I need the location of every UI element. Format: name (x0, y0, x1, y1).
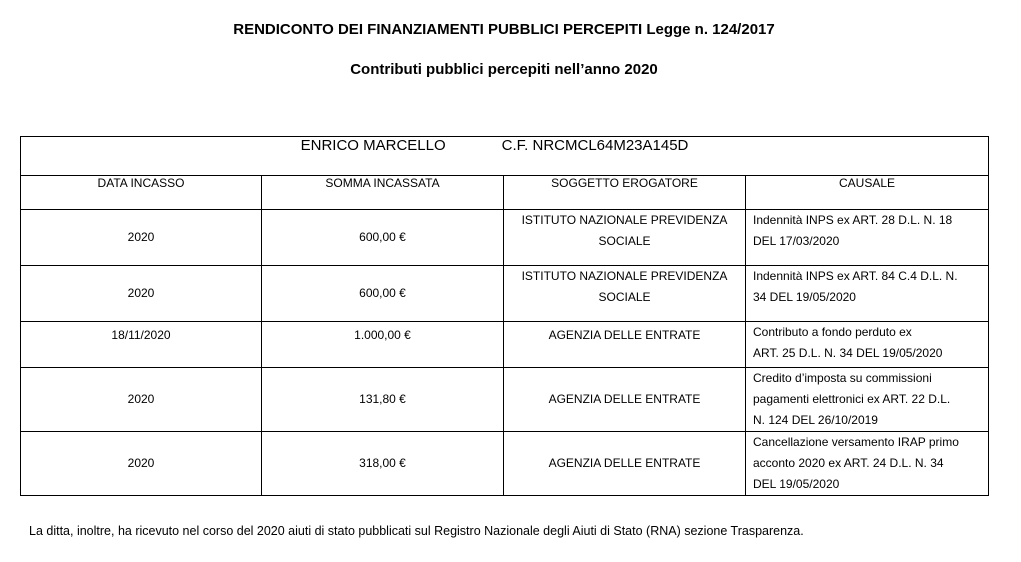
cell-subject (504, 266, 746, 322)
table-row (21, 210, 989, 266)
cell-subject (504, 322, 746, 368)
column-header-row (21, 176, 989, 210)
funding-table (20, 136, 989, 496)
amount-value: 600,00 € (359, 230, 406, 244)
cell-amount (262, 432, 504, 496)
owner-row (21, 137, 989, 176)
cause-line: DEL 17/03/2020 (753, 234, 840, 248)
cell-date: 2020 (21, 210, 262, 266)
cell-cause (746, 266, 989, 322)
cause-line: Cancellazione versamento IRAP primo (753, 435, 959, 449)
cell-amount (262, 266, 504, 322)
cause-line: Credito d’imposta su commissioni (753, 371, 932, 385)
subject-line: ISTITUTO NAZIONALE PREVIDENZA (521, 213, 728, 227)
document-title: RENDICONTO DEI FINANZIAMENTI PUBBLICI PERCEPITI Legge n. 124/2017 (233, 21, 775, 38)
table-row (21, 432, 989, 496)
column-header-cause: CAUSALE (746, 176, 989, 210)
owner-name: ENRICO MARCELLO (300, 137, 446, 154)
cell-date: 2020 (21, 368, 262, 432)
document-subtitle: Contributi pubblici percepiti nell’anno 2020 (350, 61, 658, 78)
cause-line: ART. 25 D.L. N. 34 DEL 19/05/2020 (753, 346, 943, 360)
cell-amount (262, 210, 504, 266)
amount-value: 600,00 € (359, 286, 406, 300)
cause-line: Indennità INPS ex ART. 84 C.4 D.L. N. (753, 269, 958, 283)
cell-cause (746, 210, 989, 266)
cell-subject (504, 368, 746, 432)
cause-line: pagamenti elettronici ex ART. 22 D.L. (753, 392, 951, 406)
cell-subject (504, 210, 746, 266)
subject-line: AGENZIA DELLE ENTRATE (548, 392, 701, 406)
cell-amount (262, 322, 504, 368)
cause-line: N. 124 DEL 26/10/2019 (753, 413, 878, 427)
amount-value: 318,00 € (359, 456, 406, 470)
subject-line: AGENZIA DELLE ENTRATE (548, 456, 701, 470)
subject-line: AGENZIA DELLE ENTRATE (548, 328, 701, 342)
column-header-subject: SOGGETTO EROGATORE (504, 176, 746, 210)
cell-cause (746, 322, 989, 368)
cell-date: 18/11/2020 (21, 322, 262, 368)
cell-amount (262, 368, 504, 432)
subject-line: SOCIALE (598, 290, 651, 304)
amount-value: 1.000,00 € (354, 328, 411, 342)
cell-cause (746, 432, 989, 496)
cell-date: 2020 (21, 432, 262, 496)
subject-line: SOCIALE (598, 234, 651, 248)
owner-cell (21, 137, 989, 176)
column-header-amount: SOMMA INCASSATA (262, 176, 504, 210)
table-row (21, 266, 989, 322)
cell-cause (746, 368, 989, 432)
cause-line: Indennità INPS ex ART. 28 D.L. N. 18 (753, 213, 953, 227)
cause-line: DEL 19/05/2020 (753, 477, 840, 491)
cause-line: Contributo a fondo perduto ex (753, 325, 912, 339)
cause-line: acconto 2020 ex ART. 24 D.L. N. 34 (753, 456, 944, 470)
cell-date: 2020 (21, 266, 262, 322)
cause-line: 34 DEL 19/05/2020 (753, 290, 856, 304)
owner-tax-code: C.F. NRCMCL64M23A145D (501, 137, 689, 154)
amount-value: 131,80 € (359, 392, 406, 406)
table-row (21, 322, 989, 368)
column-header-date: DATA INCASSO (21, 176, 262, 210)
table-row (21, 368, 989, 432)
cell-subject (504, 432, 746, 496)
subject-line: ISTITUTO NAZIONALE PREVIDENZA (521, 269, 728, 283)
footer-note: La ditta, inoltre, ha ricevuto nel corso del 2020 aiuti di stato pubblicati sul Registro Nazionale degli Aiuti di Stato (RNA) sezione Trasparenza. (29, 524, 804, 538)
